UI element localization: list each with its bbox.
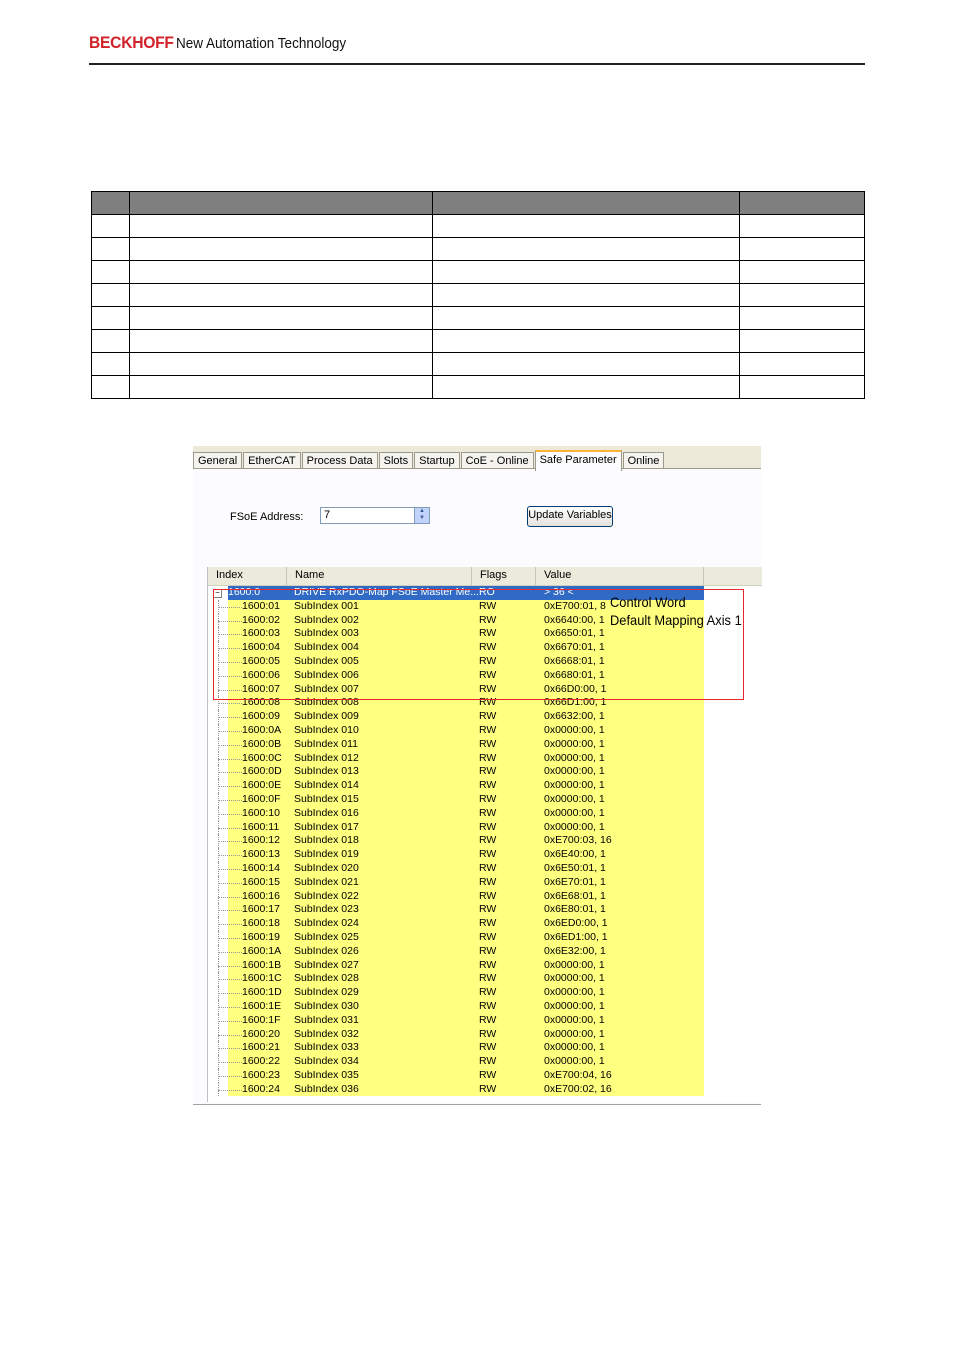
cell-name: SubIndex 034 [294, 1055, 359, 1068]
spinner-arrows-icon[interactable]: ▲ ▼ [414, 508, 429, 523]
cell-index: 1600:03 [242, 627, 280, 640]
cell-index: 1600:0B [242, 737, 282, 750]
brand-logo: BECKHOFF [89, 33, 174, 52]
tab-coe-online[interactable]: CoE - Online [461, 452, 534, 470]
update-variables-button[interactable]: Update Variables [527, 506, 613, 527]
cell-name: SubIndex 009 [294, 710, 359, 723]
cell-name: SubIndex 011 [294, 737, 359, 750]
header-divider [89, 63, 865, 65]
cell-value: 0x0000:00, 1 [544, 986, 605, 999]
tree-branch [218, 979, 242, 981]
column-value[interactable]: Value [536, 567, 704, 585]
cell-name: SubIndex 026 [294, 944, 359, 957]
cell-name: SubIndex 025 [294, 930, 359, 943]
empty-table [91, 191, 865, 399]
cell-name: SubIndex 005 [294, 654, 359, 667]
cell-value: 0x66D1:00, 1 [544, 696, 607, 709]
cell-flags: RW [479, 654, 497, 667]
column-index[interactable]: Index [208, 567, 287, 585]
table-row[interactable] [208, 862, 762, 876]
cell-flags: RW [479, 1068, 497, 1081]
cell-index: 1600:0D [242, 765, 282, 778]
cell-flags: RW [479, 986, 497, 999]
cell-index: 1600:1C [242, 972, 282, 985]
cell-value: 0x6E80:01, 1 [544, 903, 606, 916]
tree-branch [218, 786, 242, 788]
cell-value: 0x6632:00, 1 [544, 710, 605, 723]
collapse-icon[interactable]: − [213, 589, 222, 598]
cell-flags: RW [479, 1027, 497, 1040]
cell-flags: RW [479, 627, 497, 640]
table-row[interactable] [208, 834, 762, 848]
cell-name: SubIndex 004 [294, 641, 359, 654]
cell-name: SubIndex 029 [294, 986, 359, 999]
cell-flags: RW [479, 903, 497, 916]
cell-index: 1600:09 [242, 710, 280, 723]
tree-branch [218, 910, 242, 912]
cell-value: 0x0000:00, 1 [544, 1013, 605, 1026]
cell-value: 0x0000:00, 1 [544, 999, 605, 1012]
tree-branch [218, 841, 242, 843]
tree-branch [218, 897, 242, 899]
tree-branch [218, 717, 242, 719]
cell-name: SubIndex 010 [294, 723, 359, 736]
cell-flags: RW [479, 696, 497, 709]
cell-name: SubIndex 015 [294, 792, 359, 805]
cell-name: SubIndex 035 [294, 1068, 359, 1081]
cell-name: SubIndex 031 [294, 1013, 359, 1026]
cell-value: 0xE700:04, 16 [544, 1068, 612, 1081]
cell-flags: RW [479, 834, 497, 847]
tree-branch [218, 952, 242, 954]
cell-value: 0x6E40:00, 1 [544, 848, 606, 861]
tree-branch [218, 883, 242, 885]
tree-branch [218, 1035, 242, 1037]
table-row[interactable] [208, 779, 762, 793]
cell-flags: RO [479, 586, 495, 598]
table-row[interactable] [208, 959, 762, 973]
tree-branch [218, 1007, 242, 1009]
cell-name: SubIndex 028 [294, 972, 359, 985]
table-row [92, 284, 865, 307]
cell-flags: RW [479, 641, 497, 654]
cell-flags: RW [479, 792, 497, 805]
cell-index: 1600:0F [242, 792, 281, 805]
cell-value: 0x6670:01, 1 [544, 641, 605, 654]
cell-name: SubIndex 023 [294, 903, 359, 916]
cell-value: 0x0000:00, 1 [544, 737, 605, 750]
cell-name: SubIndex 018 [294, 834, 359, 847]
grid-header [208, 567, 762, 586]
table-row[interactable] [208, 724, 762, 738]
column-filler [704, 567, 762, 585]
fsoe-address-input[interactable] [320, 507, 430, 524]
tree-branch [218, 800, 242, 802]
tab-safe-parameter[interactable]: Safe Parameter [535, 450, 622, 471]
table-row[interactable] [208, 848, 762, 862]
cell-name: SubIndex 008 [294, 696, 359, 709]
table-row [92, 353, 865, 376]
table-row[interactable] [208, 931, 762, 945]
cell-index: 1600:05 [242, 654, 280, 667]
column-flags[interactable]: Flags [472, 567, 536, 585]
cell-index: 1600:15 [242, 875, 280, 888]
tab-content [193, 468, 761, 1104]
cell-value: 0x6668:01, 1 [544, 654, 605, 667]
column-name[interactable]: Name [287, 567, 472, 585]
tab-general[interactable]: General [193, 452, 242, 470]
cell-index: 1600:22 [242, 1055, 280, 1068]
cell-flags: RW [479, 723, 497, 736]
table-row[interactable] [208, 1055, 762, 1069]
cell-value: 0x6640:00, 1 [544, 613, 605, 626]
cell-name: SubIndex 001 [294, 599, 359, 612]
tree-branch [218, 855, 242, 857]
cell-index: 1600:07 [242, 682, 280, 695]
cell-value: 0x0000:00, 1 [544, 1041, 605, 1054]
tree-branch [218, 993, 242, 995]
cell-index: 1600:1E [242, 999, 282, 1012]
cell-index: 1600:17 [242, 903, 280, 916]
table-header-row [92, 192, 865, 215]
cell-name: SubIndex 014 [294, 779, 359, 792]
tree-branch [218, 759, 242, 761]
tab-strip [193, 450, 665, 469]
cell-index: 1600:10 [242, 806, 280, 819]
cell-value: 0xE700:01, 8 [544, 599, 606, 612]
fsoe-address-label: FSoE Address: [230, 511, 304, 523]
cell-name: SubIndex 007 [294, 682, 359, 695]
table-row[interactable] [208, 807, 762, 821]
table-row[interactable] [208, 793, 762, 807]
cell-index: 1600:0C [242, 751, 282, 764]
cell-value: 0x0000:00, 1 [544, 1027, 605, 1040]
cell-flags: RW [479, 972, 497, 985]
table-row[interactable] [208, 945, 762, 959]
table-row[interactable] [208, 1041, 762, 1055]
tab-ethercat[interactable]: EtherCAT [243, 452, 300, 470]
cell-value: 0x0000:00, 1 [544, 820, 605, 833]
table-row[interactable] [208, 986, 762, 1000]
table-row[interactable] [208, 903, 762, 917]
table-row [92, 238, 865, 261]
cell-value: 0x0000:00, 1 [544, 806, 605, 819]
cell-name: SubIndex 032 [294, 1027, 359, 1040]
cell-value: 0x6650:01, 1 [544, 627, 605, 640]
tab-startup[interactable]: Startup [414, 452, 459, 470]
cell-index: 1600:19 [242, 930, 280, 943]
callout-line-1: Control Word [610, 594, 686, 610]
table-row[interactable] [208, 1083, 762, 1097]
table-row[interactable] [208, 738, 762, 752]
cell-name: DRIVE RxPDO-Map FSoE Master Me... [294, 586, 479, 598]
cell-value: 0x0000:00, 1 [544, 792, 605, 805]
cell-index: 1600:24 [242, 1082, 280, 1095]
cell-value: 0x6E32:00, 1 [544, 944, 606, 957]
cell-flags: RW [479, 820, 497, 833]
cell-value: 0x6E68:01, 1 [544, 889, 606, 902]
cell-flags: RW [479, 999, 497, 1012]
table-row[interactable] [208, 890, 762, 904]
cell-index: 1600:11 [242, 820, 280, 833]
cell-index: 1600:02 [242, 613, 280, 626]
tree-branch [218, 772, 242, 774]
tree-branch [218, 703, 242, 705]
table-row [92, 261, 865, 284]
fsoe-address-value: 7 [324, 509, 331, 521]
tab-process-data[interactable]: Process Data [302, 452, 378, 470]
brand-tagline: New Automation Technology [176, 35, 347, 52]
cell-flags: RW [479, 710, 497, 723]
cell-index: 1600:13 [242, 848, 280, 861]
table-row[interactable] [208, 821, 762, 835]
cell-value: > 36 < [544, 586, 574, 598]
cell-flags: RW [479, 889, 497, 902]
cell-index: 1600:1F [242, 1013, 281, 1026]
cell-flags: RW [479, 1055, 497, 1068]
cell-index: 1600:18 [242, 917, 280, 930]
cell-index: 1600:23 [242, 1068, 280, 1081]
cell-index: 1600:06 [242, 668, 280, 681]
cell-value: 0xE700:03, 16 [544, 834, 612, 847]
cell-flags: RW [479, 917, 497, 930]
table-row [92, 307, 865, 330]
cell-name: SubIndex 024 [294, 917, 359, 930]
cell-value: 0x6680:01, 1 [544, 668, 605, 681]
cell-name: SubIndex 022 [294, 889, 359, 902]
cell-name: SubIndex 002 [294, 613, 359, 626]
cell-flags: RW [479, 1013, 497, 1026]
cell-index: 1600:1B [242, 958, 282, 971]
table-row[interactable] [208, 1069, 762, 1083]
cell-name: SubIndex 012 [294, 751, 359, 764]
table-row[interactable] [208, 752, 762, 766]
cell-value: 0x66D0:00, 1 [544, 682, 607, 695]
tree-branch [218, 1090, 242, 1092]
cell-name: SubIndex 006 [294, 668, 359, 681]
cell-value: 0x0000:00, 1 [544, 765, 605, 778]
cell-index: 1600:20 [242, 1027, 280, 1040]
cell-index: 1600:04 [242, 641, 280, 654]
tree-branch [218, 938, 242, 940]
tree-branch [218, 1062, 242, 1064]
callout-line-2: Default Mapping Axis 1 [610, 612, 742, 628]
cell-flags: RW [479, 930, 497, 943]
cell-flags: RW [479, 861, 497, 874]
cell-index: 1600:1A [242, 944, 282, 957]
cell-flags: RW [479, 1041, 497, 1054]
cell-flags: RW [479, 751, 497, 764]
tree-branch [218, 814, 242, 816]
cell-value: 0xE700:02, 16 [544, 1082, 612, 1095]
cell-index: 1600:16 [242, 889, 280, 902]
tree-branch [218, 828, 242, 830]
cell-flags: RW [479, 944, 497, 957]
cell-name: SubIndex 036 [294, 1082, 359, 1095]
table-row[interactable] [208, 1000, 762, 1014]
table-row [92, 215, 865, 238]
cell-value: 0x6E70:01, 1 [544, 875, 606, 888]
tree-branch [218, 731, 242, 733]
cell-index: 1600:14 [242, 861, 280, 874]
cell-name: SubIndex 021 [294, 875, 359, 888]
safe-parameter-dialog [193, 446, 761, 1105]
tree-branch [218, 745, 242, 747]
cell-value: 0x6ED1:00, 1 [544, 930, 608, 943]
cell-index: 1600:08 [242, 696, 280, 709]
table-row[interactable] [208, 876, 762, 890]
tree-branch [218, 1021, 242, 1023]
tree-branch [218, 1076, 242, 1078]
cell-flags: RW [479, 779, 497, 792]
tab-online[interactable]: Online [623, 452, 665, 470]
cell-name: SubIndex 017 [294, 820, 359, 833]
cell-name: SubIndex 016 [294, 806, 359, 819]
cell-value: 0x0000:00, 1 [544, 1055, 605, 1068]
cell-value: 0x0000:00, 1 [544, 958, 605, 971]
table-row[interactable] [208, 1014, 762, 1028]
cell-name: SubIndex 020 [294, 861, 359, 874]
tree-branch [218, 924, 242, 926]
tree-branch [218, 966, 242, 968]
cell-flags: RW [479, 806, 497, 819]
cell-name: SubIndex 027 [294, 958, 359, 971]
cell-index: 1600:01 [242, 599, 280, 612]
cell-value: 0x0000:00, 1 [544, 779, 605, 792]
cell-name: SubIndex 003 [294, 627, 359, 640]
cell-value: 0x0000:00, 1 [544, 972, 605, 985]
cell-flags: RW [479, 1082, 497, 1095]
cell-name: SubIndex 030 [294, 999, 359, 1012]
cell-flags: RW [479, 668, 497, 681]
cell-flags: RW [479, 737, 497, 750]
cell-index: 1600:1D [242, 986, 282, 999]
cell-value: 0x6ED0:00, 1 [544, 917, 608, 930]
table-row [92, 376, 865, 399]
cell-name: SubIndex 019 [294, 848, 359, 861]
cell-flags: RW [479, 765, 497, 778]
cell-value: 0x6E50:01, 1 [544, 861, 606, 874]
table-row[interactable] [208, 765, 762, 779]
table-row [92, 330, 865, 353]
table-row[interactable] [208, 972, 762, 986]
cell-index: 1600:0E [242, 779, 282, 792]
cell-flags: RW [479, 875, 497, 888]
table-row[interactable] [208, 1028, 762, 1042]
cell-flags: RW [479, 613, 497, 626]
table-row[interactable] [208, 917, 762, 931]
cell-name: SubIndex 013 [294, 765, 359, 778]
cell-index: 1600:12 [242, 834, 280, 847]
cell-index: 1600:21 [242, 1041, 280, 1054]
cell-flags: RW [479, 848, 497, 861]
tree-branch [218, 1048, 242, 1050]
tab-slots[interactable]: Slots [379, 452, 413, 470]
cell-flags: RW [479, 958, 497, 971]
cell-index: 1600:0A [242, 723, 282, 736]
cell-name: SubIndex 033 [294, 1041, 359, 1054]
tree-branch [218, 869, 242, 871]
cell-index: 1600:0 [228, 586, 261, 598]
cell-flags: RW [479, 599, 497, 612]
cell-value: 0x0000:00, 1 [544, 751, 605, 764]
cell-value: 0x0000:00, 1 [544, 723, 605, 736]
cell-flags: RW [479, 682, 497, 695]
table-row[interactable] [208, 710, 762, 724]
